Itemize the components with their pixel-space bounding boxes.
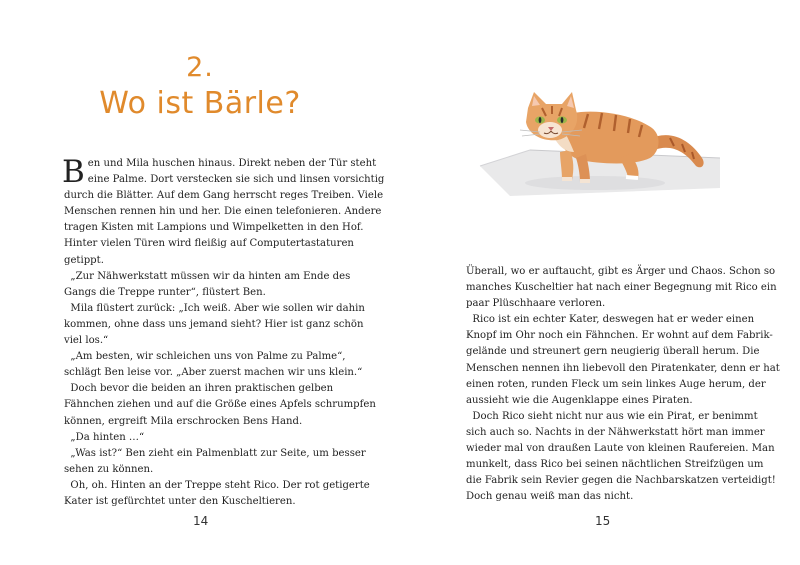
text-line: tragen Kisten mit Lampions und Wimpelketten in den Hof.: [64, 222, 364, 234]
text-line: können, ergreift Mila erschrocken Bens Hand.: [64, 415, 303, 427]
page-number-left: 14: [193, 514, 209, 528]
text-line: sehen zu können.: [64, 463, 154, 475]
text-line: „Da hinten …“: [64, 431, 145, 443]
right-page-text: [466, 264, 780, 505]
text-line: paar Plüschhaare verloren.: [466, 298, 606, 310]
left-page-text: [62, 154, 385, 510]
text-line: Knopf im Ohr noch ein Fähnchen. Er wohnt auf dem Fabrik-: [466, 330, 773, 342]
text-line: kommen, ohne dass uns jemand sieht? Hier ist ganz schön: [64, 318, 364, 330]
text-line: einen roten, runden Fleck um sein linkes Auge herum, der: [466, 378, 766, 390]
text-line: Menschen rennen hin und her. Die einen telefonieren. Andere: [64, 206, 382, 218]
text-line: Rico ist ein echter Kater, deswegen hat er weder einen: [466, 314, 755, 326]
tabby-cat-illustration-icon: [470, 88, 720, 208]
text-line: getippt.: [64, 254, 104, 266]
text-line: manches Kuscheltier hat nach einer Begegnung mit Rico ein: [466, 282, 777, 294]
text-line: schlägt Ben leise vor. „Aber zuerst machen wir uns klein.“: [64, 367, 363, 379]
drop-cap: B: [62, 154, 85, 190]
text-line: wieder mal von draußen Laute von kleinen Raufereien. Man: [466, 443, 775, 455]
text-line: Doch bevor die beiden an ihren praktischen gelben: [64, 383, 334, 395]
chapter-number: 2.: [186, 52, 214, 83]
text-line: viel los.“: [64, 335, 109, 347]
text-line: Menschen nennen ihn liebevoll den Piratenkater, denn er hat: [466, 362, 780, 374]
text-line: Doch genau weiß man das nicht.: [466, 491, 634, 503]
text-line: aussieht wie die Augenklappe eines Piraten.: [466, 394, 693, 406]
text-line: die Fabrik sein Revier gegen die Nachbarskatzen verteidigt!: [466, 475, 776, 487]
text-line: Doch Rico sieht nicht nur aus wie ein Pirat, er benimmt: [466, 410, 758, 422]
text-line: Fähnchen ziehen und auf die Größe eines Apfels schrumpfen: [64, 399, 376, 411]
text-line: en und Mila huschen hinaus. Direkt neben der Tür steht: [87, 158, 377, 169]
text-line: munkelt, dass Rico bei seinen nächtlichen Streifzügen um: [466, 459, 764, 471]
text-line: sich auch so. Nachts in der Nähwerkstatt hört man immer: [466, 426, 765, 438]
text-line: durch die Blätter. Auf dem Gang herrscht reges Treiben. Viele: [64, 190, 384, 202]
text-line: Gangs die Treppe runter“, flüstert Ben.: [64, 286, 266, 298]
text-line: Kater ist gefürchtet unter den Kuscheltieren.: [64, 495, 296, 507]
text-line: Oh, oh. Hinten an der Treppe steht Rico. Der rot getigerte: [64, 479, 370, 491]
text-line: „Am besten, wir schleichen uns von Palme zu Palme“,: [64, 351, 346, 363]
text-line: Hinter vielen Türen wird fleißig auf Computertastaturen: [64, 238, 354, 250]
chapter-title: Wo ist Bärle?: [99, 86, 301, 121]
page-number-right: 15: [595, 514, 611, 528]
text-line: „Zur Nähwerkstatt müssen wir da hinten am Ende des: [64, 270, 351, 282]
text-line: „Was ist?“ Ben zieht ein Palmenblatt zur Seite, um besser: [64, 447, 366, 459]
text-line: gelände und streunert gern neugierig überall herum. Die: [466, 346, 760, 358]
text-line: eine Palme. Dort verstecken sie sich und linsen vorsichtig: [87, 174, 385, 186]
text-line: Überall, wo er auftaucht, gibt es Ärger und Chaos. Schon so: [466, 266, 776, 277]
text-line: Mila flüstert zurück: „Ich weiß. Aber wie sollen wir dahin: [64, 302, 365, 314]
